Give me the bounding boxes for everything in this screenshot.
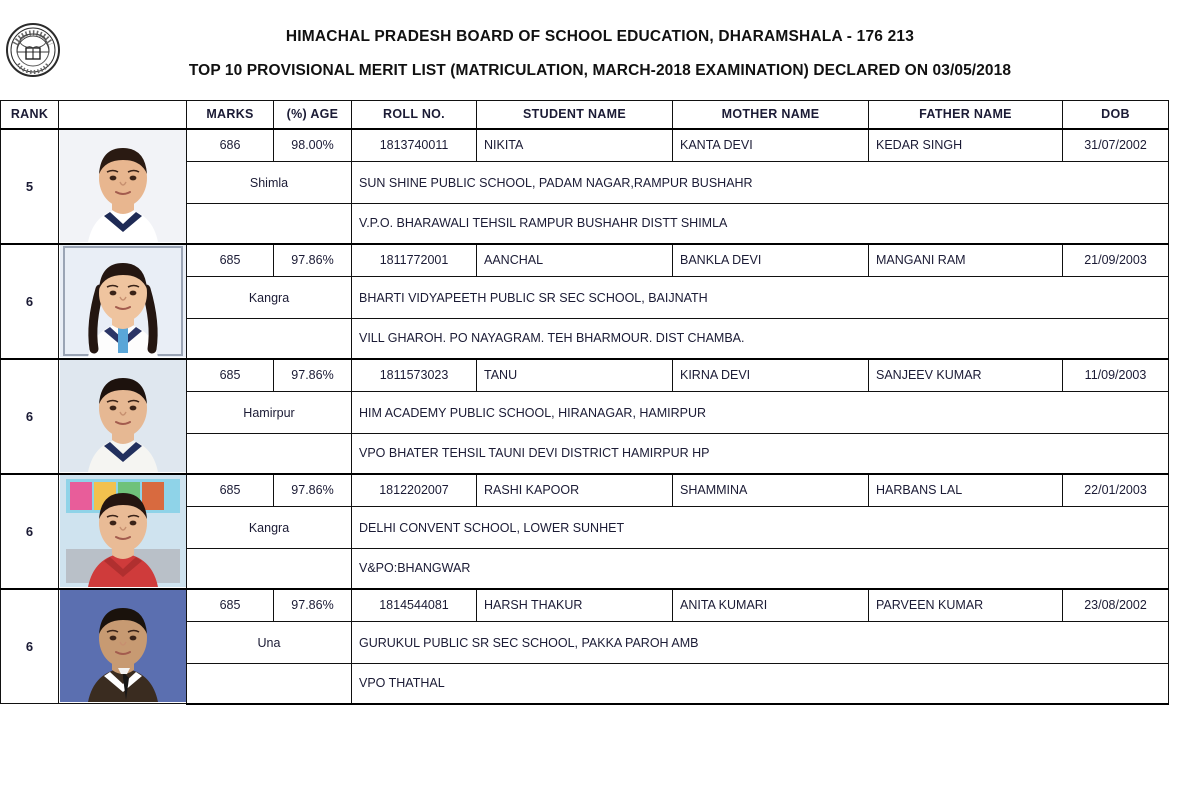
marks-cell: 685 <box>187 474 274 507</box>
mother-name-cell: ANITA KUMARI <box>673 589 869 622</box>
mother-name-cell: SHAMMINA <box>673 474 869 507</box>
student-photo-aanchal <box>60 245 186 357</box>
roll-no-cell: 1814544081 <box>352 589 477 622</box>
district-cell: Kangra <box>187 277 352 319</box>
dob-cell: 11/09/2003 <box>1063 359 1169 392</box>
column-header-father-name: FATHER NAME <box>869 101 1063 129</box>
percentage-cell: 97.86% <box>274 244 352 277</box>
table-row <box>1 244 1169 277</box>
table-row <box>1 129 1169 162</box>
dob-cell: 22/01/2003 <box>1063 474 1169 507</box>
percentage-cell: 98.00% <box>274 129 352 162</box>
rank-cell: 6 <box>1 589 59 704</box>
school-cell: GURUKUL PUBLIC SR SEC SCHOOL, PAKKA PAROH AMB <box>352 622 1169 664</box>
spacer-cell <box>187 549 352 589</box>
father-name-cell: KEDAR SINGH <box>869 129 1063 162</box>
spacer-cell <box>187 434 352 474</box>
father-name-cell: SANJEEV KUMAR <box>869 359 1063 392</box>
student-photo-harsh-thakur <box>60 590 186 702</box>
district-cell: Hamirpur <box>187 392 352 434</box>
father-name-cell: HARBANS LAL <box>869 474 1063 507</box>
student-photo-nikita <box>60 130 186 242</box>
column-header-dob: DOB <box>1063 101 1169 129</box>
student-photo-cell <box>59 129 187 244</box>
roll-no-cell: 1813740011 <box>352 129 477 162</box>
document-header <box>0 0 1200 100</box>
student-photo-tanu <box>60 360 186 472</box>
page-subtitle: TOP 10 PROVISIONAL MERIT LIST (MATRICULATION, MARCH-2018 EXAMINATION) DECLARED ON 03/05/2018 <box>188 62 1012 79</box>
student-photo-rashi-kapoor <box>60 475 186 587</box>
marks-cell: 685 <box>187 244 274 277</box>
student-photo-cell <box>59 244 187 359</box>
roll-no-cell: 1812202007 <box>352 474 477 507</box>
column-header-student-name: STUDENT NAME <box>477 101 673 129</box>
school-cell: BHARTI VIDYAPEETH PUBLIC SR SEC SCHOOL, BAIJNATH <box>352 277 1169 319</box>
rank-cell: 5 <box>1 129 59 244</box>
district-cell: Kangra <box>187 507 352 549</box>
column-header-mother-name: MOTHER NAME <box>673 101 869 129</box>
marks-cell: 685 <box>187 589 274 622</box>
table-row <box>1 359 1169 392</box>
marks-cell: 685 <box>187 359 274 392</box>
board-seal-icon <box>5 22 61 78</box>
address-cell: V.P.O. BHARAWALI TEHSIL RAMPUR BUSHAHR DISTT SHIMLA <box>352 204 1169 244</box>
rank-cell: 6 <box>1 474 59 589</box>
percentage-cell: 97.86% <box>274 359 352 392</box>
school-cell: DELHI CONVENT SCHOOL, LOWER SUNHET <box>352 507 1169 549</box>
column-header-percentage: (%) AGE <box>274 101 352 129</box>
spacer-cell <box>187 204 352 244</box>
address-cell: VPO THATHAL <box>352 664 1169 704</box>
percentage-cell: 97.86% <box>274 474 352 507</box>
student-photo-cell <box>59 474 187 589</box>
district-cell: Una <box>187 622 352 664</box>
father-name-cell: PARVEEN KUMAR <box>869 589 1063 622</box>
roll-no-cell: 1811573023 <box>352 359 477 392</box>
district-cell: Shimla <box>187 162 352 204</box>
student-name-cell: HARSH THAKUR <box>477 589 673 622</box>
marks-cell: 686 <box>187 129 274 162</box>
student-name-cell: NIKITA <box>477 129 673 162</box>
address-cell: VILL GHAROH. PO NAYAGRAM. TEH BHARMOUR. DIST CHAMBA. <box>352 319 1169 359</box>
column-header-marks: MARKS <box>187 101 274 129</box>
roll-no-cell: 1811772001 <box>352 244 477 277</box>
column-header-photo <box>59 101 187 129</box>
student-photo-cell <box>59 589 187 704</box>
student-name-cell: AANCHAL <box>477 244 673 277</box>
rank-cell: 6 <box>1 359 59 474</box>
student-photo-cell <box>59 359 187 474</box>
column-header-rank: RANK <box>1 101 59 129</box>
school-cell: SUN SHINE PUBLIC SCHOOL, PADAM NAGAR,RAMPUR BUSHAHR <box>352 162 1169 204</box>
table-row <box>1 474 1169 507</box>
dob-cell: 21/09/2003 <box>1063 244 1169 277</box>
dob-cell: 31/07/2002 <box>1063 129 1169 162</box>
mother-name-cell: KIRNA DEVI <box>673 359 869 392</box>
student-name-cell: RASHI KAPOOR <box>477 474 673 507</box>
dob-cell: 23/08/2002 <box>1063 589 1169 622</box>
percentage-cell: 97.86% <box>274 589 352 622</box>
mother-name-cell: KANTA DEVI <box>673 129 869 162</box>
mother-name-cell: BANKLA DEVI <box>673 244 869 277</box>
school-cell: HIM ACADEMY PUBLIC SCHOOL, HIRANAGAR, HAMIRPUR <box>352 392 1169 434</box>
address-cell: V&PO:BHANGWAR <box>352 549 1169 589</box>
address-cell: VPO BHATER TEHSIL TAUNI DEVI DISTRICT HAMIRPUR HP <box>352 434 1169 474</box>
merit-list-table <box>0 100 1169 705</box>
student-name-cell: TANU <box>477 359 673 392</box>
rank-cell: 6 <box>1 244 59 359</box>
table-body <box>1 129 1169 704</box>
father-name-cell: MANGANI RAM <box>869 244 1063 277</box>
spacer-cell <box>187 664 352 704</box>
column-header-roll-no: ROLL NO. <box>352 101 477 129</box>
title-block <box>0 0 1200 80</box>
table-header-row <box>1 101 1169 129</box>
page-title: HIMACHAL PRADESH BOARD OF SCHOOL EDUCATION, DHARAMSHALA - 176 213 <box>285 28 915 45</box>
spacer-cell <box>187 319 352 359</box>
table-row <box>1 589 1169 622</box>
